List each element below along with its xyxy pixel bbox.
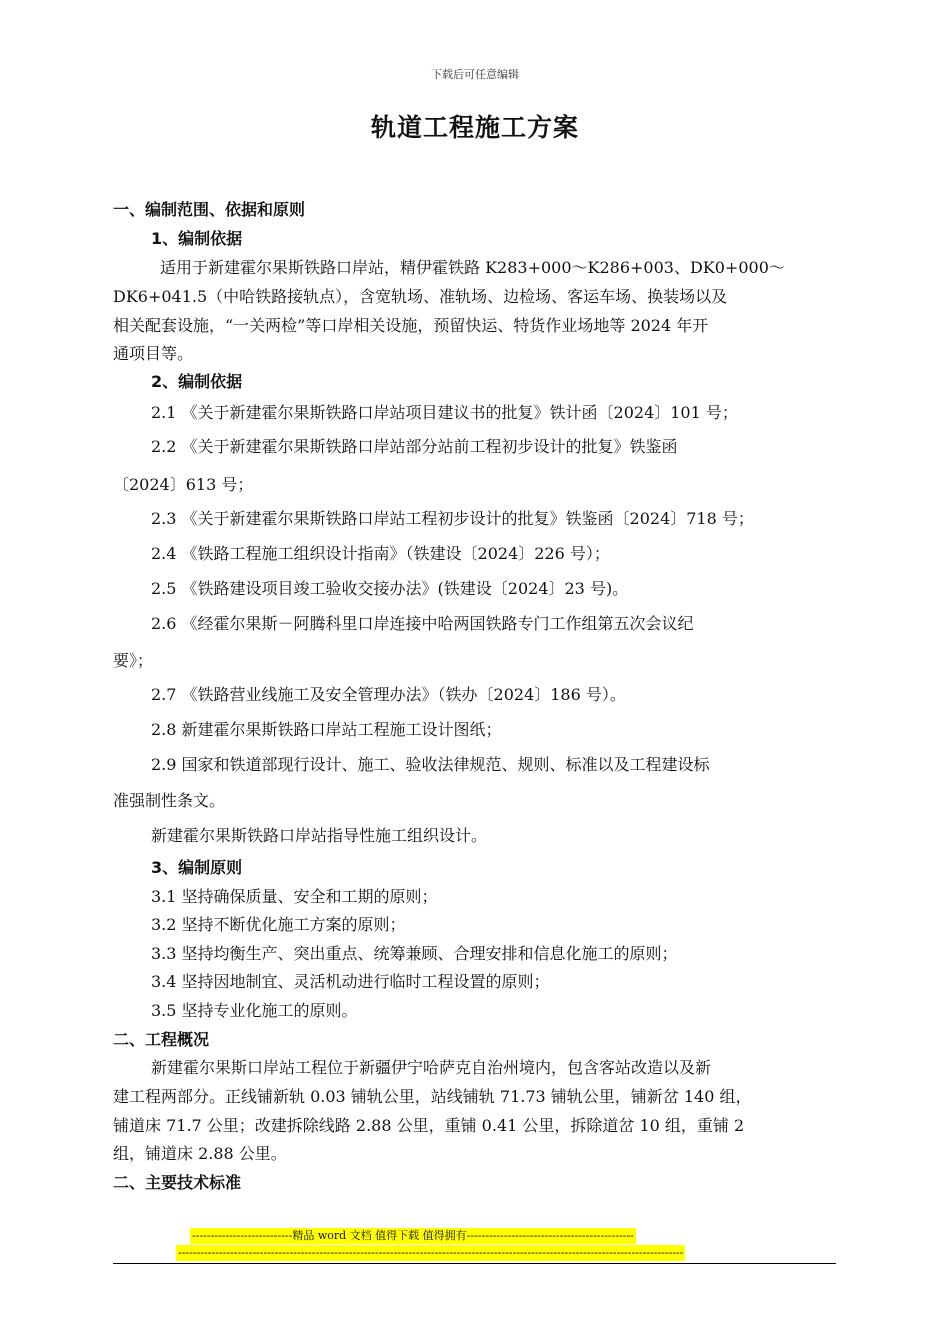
- list-item: 3.4 坚持因地制宜、灵活机动进行临时工程设置的原则；: [151, 972, 550, 991]
- footer-divider: [113, 1263, 836, 1264]
- section-heading: 二、工程概况: [113, 1030, 210, 1049]
- list-item: 2.5 《铁路建设项目竣工验收交接办法》(铁建设〔2024〕23 号)。: [151, 579, 629, 598]
- list-item: 3.5 坚持专业化施工的原则。: [151, 1001, 358, 1020]
- paragraph-line: 相关配套设施，“一关两检”等口岸相关设施，预留快运、特货作业场地等 2024 年开: [113, 316, 709, 335]
- list-item: 2.2 《关于新建霍尔果斯铁路口岸站部分站前工程初步设计的批复》铁鉴函: [151, 437, 678, 456]
- footer-banner: ---------------------------精品 word 文档 值得下载 值得拥有---------------------------------------------: [192, 1229, 634, 1242]
- paragraph-line: 铺道床 71.7 公里；改建拆除线路 2.88 公里，重铺 0.41 公里，拆除道岔 10 组，重铺 2: [113, 1116, 745, 1135]
- paragraph-line: 通项目等。: [113, 344, 194, 363]
- list-item: 2.4 《铁路工程施工组织设计指南》（铁建设〔2024〕226 号）；: [151, 544, 610, 563]
- list-item: 2.3 《关于新建霍尔果斯铁路口岸站工程初步设计的批复》铁鉴函〔2024〕718 号；: [151, 509, 754, 528]
- footer-banner-line: ----------------------------------------------------------------------------------------------------------------------------------------: [178, 1246, 684, 1259]
- list-item: 2.6 《经霍尔果斯－阿腾科里口岸连接中哈两国铁路专门工作组第五次会议纪: [151, 614, 694, 633]
- list-item: 3.1 坚持确保质量、安全和工期的原则；: [151, 887, 438, 906]
- paragraph-line: 适用于新建霍尔果斯铁路口岸站，精伊霍铁路 K283+000～K286+003、DK0+000～: [160, 258, 785, 277]
- list-item: 2.8 新建霍尔果斯铁路口岸站工程施工设计图纸；: [151, 720, 502, 739]
- paragraph-line: DK6+041.5（中哈铁路接轨点），含宽轨场、准轨场、边检场、客运车场、换装场以及: [113, 287, 728, 306]
- list-item-continuation: 〔2024〕613 号；: [113, 475, 254, 494]
- list-item: 2.7 《铁路营业线施工及安全管理办法》（铁办〔2024〕186 号）。: [151, 685, 626, 704]
- subsection-heading: 2、编制依据: [151, 372, 243, 391]
- list-item: 2.9 国家和铁道部现行设计、施工、验收法律规范、规则、标准以及工程建设标: [151, 755, 710, 774]
- list-item: 3.3 坚持均衡生产、突出重点、统筹兼顾、合理安排和信息化施工的原则；: [151, 944, 678, 963]
- document-title: 轨道工程施工方案: [370, 113, 579, 142]
- list-item: 3.2 坚持不断优化施工方案的原则；: [151, 915, 406, 934]
- paragraph-line: 新建霍尔果斯口岸站工程位于新疆伊宁哈萨克自治州境内，包含客站改造以及新: [151, 1058, 712, 1077]
- list-item-continuation: 要》；: [113, 651, 154, 670]
- subsection-heading: 1、编制依据: [151, 229, 243, 248]
- subsection-heading: 3、编制原则: [151, 858, 243, 877]
- header-note: 下载后可任意编辑: [431, 68, 519, 81]
- section-heading: 二、主要技术标准: [113, 1173, 242, 1192]
- paragraph-line: 组，铺道床 2.88 公里。: [113, 1144, 287, 1163]
- paragraph-line: 新建霍尔果斯铁路口岸站指导性施工组织设计。: [151, 826, 488, 845]
- paragraph-line: 建工程两部分。正线铺新轨 0.03 铺轨公里，站线铺轨 71.73 铺轨公里，铺新岔 140 组，: [113, 1087, 752, 1106]
- list-item-continuation: 准强制性条文。: [113, 791, 226, 810]
- section-heading: 一、编制范围、依据和原则: [113, 200, 306, 219]
- list-item: 2.1 《关于新建霍尔果斯铁路口岸站项目建议书的批复》铁计函〔2024〕101 号；: [151, 403, 738, 422]
